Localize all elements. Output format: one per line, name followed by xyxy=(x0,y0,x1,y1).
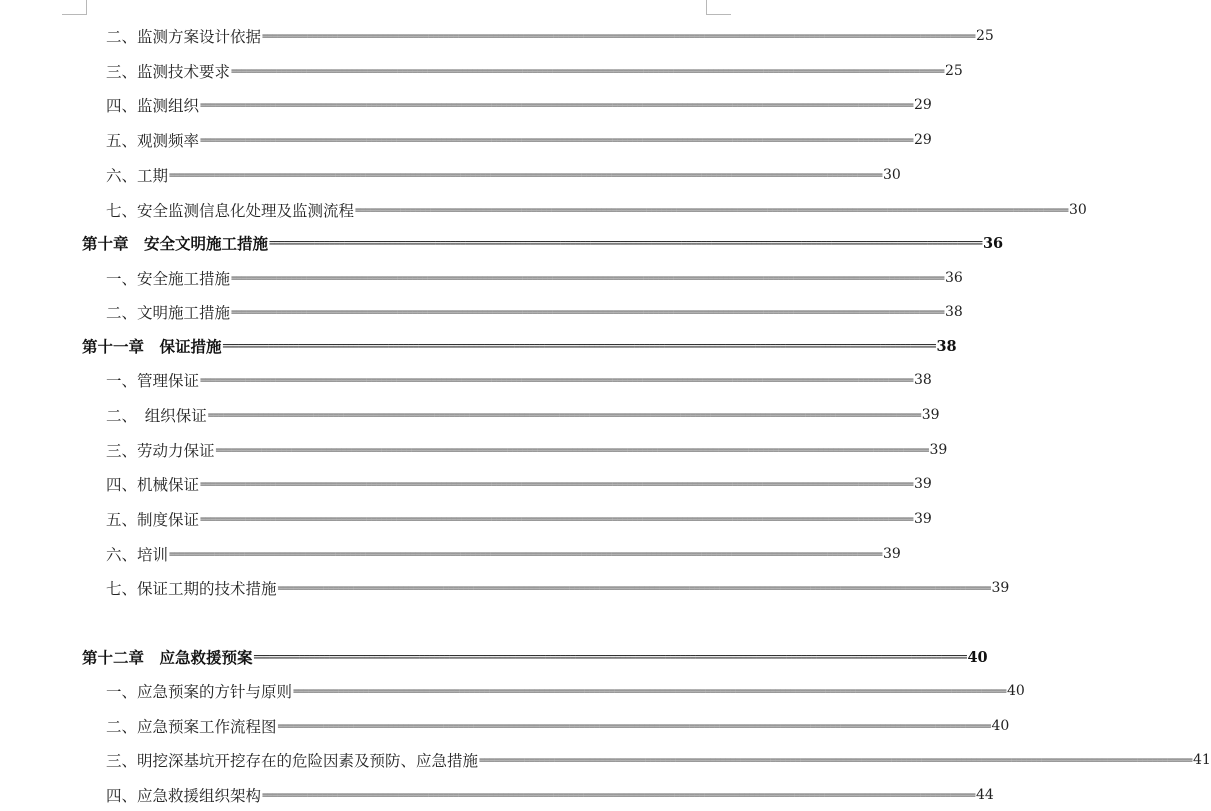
toc-page-number: 40 xyxy=(1006,683,1025,699)
toc-entry-title: 二、文明施工措施 xyxy=(106,304,231,322)
toc-entry-title: 二、监测方案设计依据 xyxy=(106,28,262,46)
toc-entry-title: 五、观测频率 xyxy=(106,132,200,150)
toc-chapter-title: 第十章 安全文明施工措施 xyxy=(82,234,269,253)
toc-page-number: 44 xyxy=(975,787,994,803)
toc-entry-title: 五、制度保证 xyxy=(106,511,200,529)
toc-page-number: 29 xyxy=(913,132,932,148)
toc-leader: ============================================================================================================================================== xyxy=(200,478,913,490)
toc-leader: ============================================================================================================================================== xyxy=(231,65,944,77)
toc-chapter-title: 第十一章 保证措施 xyxy=(82,337,222,356)
toc-page-number: 39 xyxy=(929,442,948,458)
toc-leader: ============================================================================================================================================== xyxy=(355,204,1068,216)
toc-leader: ============================================================================================================================================== xyxy=(293,685,1006,697)
page-corner-mark-left xyxy=(62,0,87,15)
toc-leader: ============================================================================================================================================== xyxy=(277,582,991,594)
toc-leader: ============================================================================================================================================== xyxy=(200,374,913,386)
toc-leader: ============================================================================================================================================== xyxy=(262,789,975,801)
toc-entry-title: 七、保证工期的技术措施 xyxy=(106,580,277,598)
toc-entry-title: 三、明挖深基坑开挖存在的危险因素及预防、应急措施 xyxy=(106,752,479,770)
toc-leader: ============================================================================================================================================== xyxy=(253,651,967,663)
toc-leader: ============================================================================================================================================== xyxy=(200,513,913,525)
toc-entry[interactable] xyxy=(106,679,1025,703)
toc-entry[interactable] xyxy=(106,472,932,496)
toc-leader: ============================================================================================================================================== xyxy=(231,272,944,284)
toc-entry[interactable] xyxy=(106,198,1087,222)
toc-entry[interactable] xyxy=(106,24,994,48)
toc-page-number: 38 xyxy=(936,337,957,355)
toc-entry-title: 二、应急预案工作流程图 xyxy=(106,718,277,736)
toc-page-number: 39 xyxy=(991,580,1010,596)
toc-entry[interactable] xyxy=(106,368,932,392)
toc-page-number: 25 xyxy=(944,63,963,79)
toc-entry-title: 六、培训 xyxy=(106,546,169,564)
toc-page-number: 39 xyxy=(913,511,932,527)
toc-page-number: 38 xyxy=(913,372,932,388)
toc-page-number: 36 xyxy=(982,234,1004,252)
toc-leader: ============================================================================================================================================== xyxy=(479,754,1192,766)
toc-entry[interactable] xyxy=(106,507,932,531)
toc-entry-title: 一、管理保证 xyxy=(106,372,200,390)
toc-entry[interactable] xyxy=(106,93,932,117)
toc-chapter-entry[interactable] xyxy=(82,645,988,669)
toc-page-number: 25 xyxy=(975,28,994,44)
toc-leader: ============================================================================================================================================== xyxy=(269,237,982,249)
toc-entry[interactable] xyxy=(106,128,932,152)
toc-page-number: 40 xyxy=(991,718,1010,734)
toc-page-number: 30 xyxy=(1068,202,1087,218)
toc-page-number: 39 xyxy=(913,476,932,492)
toc-page-number: 38 xyxy=(944,304,963,320)
toc-entry-title: 三、劳动力保证 xyxy=(106,442,215,460)
toc-page-number: 29 xyxy=(913,97,932,113)
toc-leader: ============================================================================================================================================== xyxy=(231,306,944,318)
toc-entry[interactable] xyxy=(106,714,1010,738)
toc-leader: ============================================================================================================================================== xyxy=(169,169,882,181)
toc-leader: ============================================================================================================================================== xyxy=(262,30,975,42)
toc-page-number: 41 xyxy=(1192,752,1211,768)
toc-leader: ============================================================================================================================================== xyxy=(169,548,882,560)
toc-chapter-entry[interactable] xyxy=(82,231,1004,255)
toc-entry-title: 一、应急预案的方针与原则 xyxy=(106,683,293,701)
toc-entry[interactable] xyxy=(106,783,994,807)
toc-entry[interactable] xyxy=(106,542,901,566)
toc-leader: ============================================================================================================================================== xyxy=(277,720,991,732)
toc-entry[interactable] xyxy=(106,748,1211,772)
toc-entry-title: 六、工期 xyxy=(106,167,169,185)
toc-leader: ============================================================================================================================================== xyxy=(222,340,936,352)
toc-page-number: 30 xyxy=(882,167,901,183)
toc-entry-title: 二、 组织保证 xyxy=(106,407,207,425)
toc-entry[interactable] xyxy=(106,59,963,83)
toc-entry[interactable] xyxy=(106,576,1010,600)
toc-page-number: 40 xyxy=(967,648,988,666)
toc-chapter-title: 第十二章 应急救援预案 xyxy=(82,648,253,667)
toc-entry[interactable] xyxy=(106,438,948,462)
toc-entry[interactable] xyxy=(106,300,963,324)
toc-page-number: 39 xyxy=(882,546,901,562)
toc-entry-title: 一、安全施工措施 xyxy=(106,270,231,288)
toc-leader: ============================================================================================================================================== xyxy=(207,409,921,421)
toc-page-number: 39 xyxy=(921,407,940,423)
toc-entry[interactable] xyxy=(106,163,901,187)
toc-page-number: 36 xyxy=(944,270,963,286)
toc-entry-title: 四、应急救援组织架构 xyxy=(106,787,262,805)
toc-entry-title: 四、监测组织 xyxy=(106,97,200,115)
toc-entry[interactable] xyxy=(106,266,963,290)
toc-leader: ============================================================================================================================================== xyxy=(200,99,913,111)
toc-chapter-entry[interactable] xyxy=(82,334,957,358)
toc-leader: ============================================================================================================================================== xyxy=(200,134,913,146)
page-corner-mark-right xyxy=(706,0,731,15)
toc-entry-title: 四、机械保证 xyxy=(106,476,200,494)
toc-entry-title: 七、安全监测信息化处理及监测流程 xyxy=(106,202,355,220)
toc-entry[interactable] xyxy=(106,403,940,427)
toc-leader: ============================================================================================================================================== xyxy=(215,444,929,456)
toc-entry-title: 三、监测技术要求 xyxy=(106,63,231,81)
